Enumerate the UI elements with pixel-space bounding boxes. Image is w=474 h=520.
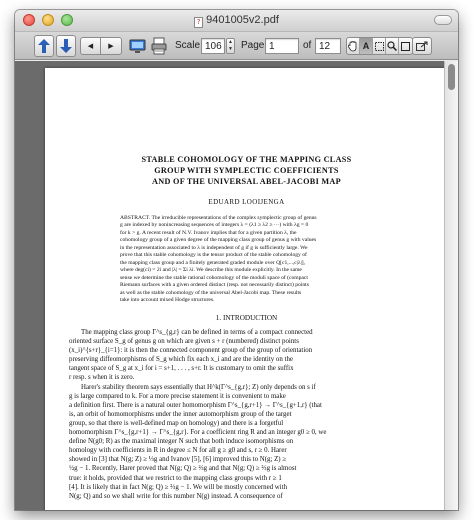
- document-view[interactable]: [15, 61, 444, 510]
- crop-icon: [401, 42, 410, 51]
- of-label: of: [303, 40, 312, 51]
- printer-icon: [151, 37, 167, 55]
- body-line: (x_i)^{s+r}_{i=1}: it is then the connected component group of the group of orientation: [69, 347, 313, 355]
- window-title: [15, 14, 458, 28]
- previous-page-arrow-button[interactable]: [34, 35, 54, 57]
- pdf-page[interactable]: [45, 68, 444, 510]
- body-line: showed in [3] that N(g; Z) ≥ ⅓g and Ivanov [5], [6] improved this to N(g; Z) ≥: [69, 456, 287, 464]
- body-line: [4]. It is likely that in fact N(g; Q) ≥ ⅔g − 1. We will be mostly concerned with: [69, 483, 288, 491]
- body-line: define N(g0; R) as the maximal integer N such that both induce isomorphisms on: [69, 438, 294, 446]
- scale-stepper[interactable]: ▲ ▼: [226, 38, 235, 54]
- abstract-line: for k > g. A recent result of N.V. Ivanov implies that for a given partition λ, the: [120, 229, 297, 236]
- body-line: Harer's stability theorem says essentially that H^k(Γ^s_{g,r}; Z) only depends on s if: [81, 383, 316, 391]
- page-input[interactable]: 1: [265, 38, 299, 54]
- title-line: AND OF THE UNIVERSAL ABEL-JACOBI MAP: [152, 177, 341, 186]
- total-pages-field: 12: [315, 38, 341, 54]
- abstract-line: sense we determine the stable rational cohomology of the moduli space of (compact: [120, 274, 308, 281]
- share-button[interactable]: [412, 37, 432, 55]
- abstract-line: in the representation associated to λ is independent of g if g is sufficiently large. We: [120, 244, 308, 251]
- abstract-line: g are indexed by nonincreasing sequences of integers λ = (λ1 ≥ λ2 ≥ ···) with λg = 0: [120, 222, 309, 229]
- body-line: g is large compared to k. For a more precise statement it is convenient to make: [69, 392, 286, 400]
- body-text: [69, 328, 425, 501]
- body-line: r resp. s when it is zero.: [69, 374, 135, 382]
- print-button[interactable]: [150, 36, 168, 56]
- body-line: homomorphism Γ^s_{g,r+1} → Γ^s_{g,r}. For a coefficient ring R and an integer g0 ≥ 0, we: [69, 429, 327, 437]
- paper-author: EDUARD LOOIJENGA: [208, 198, 285, 206]
- fullscreen-button[interactable]: [128, 37, 146, 55]
- body-line: homology with coefficients in R in degree ≤ N for all g ≥ g0 and s, r ≥ 0. Harer: [69, 447, 287, 455]
- scale-label: Scale: [175, 40, 201, 51]
- hand-icon: [348, 41, 358, 52]
- forward-button[interactable]: ▶: [108, 43, 114, 50]
- abstract: [120, 215, 376, 304]
- body-line: N(g; Q) and so we shall write for this number N(g) instead. A consequence of: [69, 492, 283, 500]
- next-page-arrow-button[interactable]: [56, 35, 76, 57]
- body-line: group, so that there is well-defined map on homology) and there is a forgetful: [69, 419, 284, 427]
- crop-tool-button[interactable]: [399, 38, 412, 54]
- abstract-line: Riemann surfaces with a given ordered distinct (resp. not necessarily distinct) points: [120, 282, 309, 289]
- title-line: STABLE COHOMOLOGY OF THE MAPPING CLASS: [141, 155, 352, 164]
- monitor-icon: [129, 39, 146, 54]
- vertical-scrollbar[interactable]: [444, 61, 458, 510]
- body-line: tangent space of S_g at x_i for i = s+1, . . . , s+r. It is customary to omit the suffix: [69, 365, 294, 373]
- abstract-line: the mapping class group and a finitely generated graded module over Q[c1,...,c|λ|],: [120, 259, 305, 266]
- body-line: preserving diffeomorphisms of S_g which fix each x_i and are the identity on the: [69, 356, 293, 364]
- toolbar-toggle-button[interactable]: [434, 15, 452, 25]
- hand-tool-button[interactable]: [347, 38, 360, 54]
- select-tool-button[interactable]: [373, 38, 386, 54]
- body-line: oriented surface S_g of genus g on which are given s + r (numbered) distinct points: [69, 338, 299, 346]
- page-label: Page: [241, 40, 265, 51]
- paper-title: [75, 154, 418, 187]
- arrow-down-icon: [60, 39, 72, 53]
- body-line: a definition first. There is a natural outer homomorphism Γ^s_{g,r+1} → Γ^s_{g+1,r} (that: [69, 401, 322, 409]
- scrollbar-thumb[interactable]: [448, 64, 455, 90]
- magnifier-icon: [387, 41, 397, 51]
- back-button[interactable]: ◀: [81, 38, 101, 54]
- abstract-line: ABSTRACT. The irreducible representations of the complex symplectic group of genus: [120, 215, 317, 221]
- abstract-line: cohomology group of a given degree of the mapping class group of genus g with values: [120, 237, 317, 244]
- history-nav-group: [80, 37, 122, 55]
- window-title-text: 9401005v2.pdf: [206, 14, 279, 26]
- body-line: true: it holds, provided that we restrict to the mapping class groups with r ≥ 1: [69, 474, 282, 482]
- section-heading: 1. INTRODUCTION: [215, 314, 278, 322]
- abstract-line: as well as the stable cohomology of the universal Abel-Jacobi map. These results: [120, 289, 302, 296]
- body-line: The mapping class group Γ^s_{g,r} can be defined in terms of a compact connected: [81, 329, 313, 336]
- title-line: GROUP WITH SYMPLECTIC COEFFICIENTS: [154, 166, 339, 175]
- body-line: ½g − 1. Recently, Harer proved that N(g; Q) ≥ ⅔g and that N(g; Q) ≥ ⅔g is almost: [69, 465, 297, 473]
- abstract-line: prove that this stable cohomology is the tensor product of the stable cohomology of: [120, 252, 307, 259]
- tool-mode-group: [346, 37, 413, 55]
- pdf-document-icon: ?: [194, 17, 203, 28]
- arrow-up-icon: [38, 39, 50, 53]
- abstract-line: take into account mixed Hodge structures.: [120, 296, 215, 303]
- abstract-line: where deg(ci) = 2i and |λ| = Σi λi. We describe this module explicitly. In the same: [120, 267, 302, 274]
- zoom-tool-button[interactable]: [386, 38, 399, 54]
- text-tool-button[interactable]: A: [360, 38, 373, 54]
- share-arrow-icon: [416, 41, 428, 51]
- title-bar[interactable]: [15, 10, 458, 32]
- scale-input[interactable]: 106: [201, 38, 225, 54]
- pdf-viewer-window: [15, 10, 458, 510]
- toolbar: [15, 32, 458, 60]
- body-line: is, an orbit of homomorphisms under the inner automorphism group of the target: [69, 410, 292, 418]
- select-rectangle-icon: [375, 42, 384, 51]
